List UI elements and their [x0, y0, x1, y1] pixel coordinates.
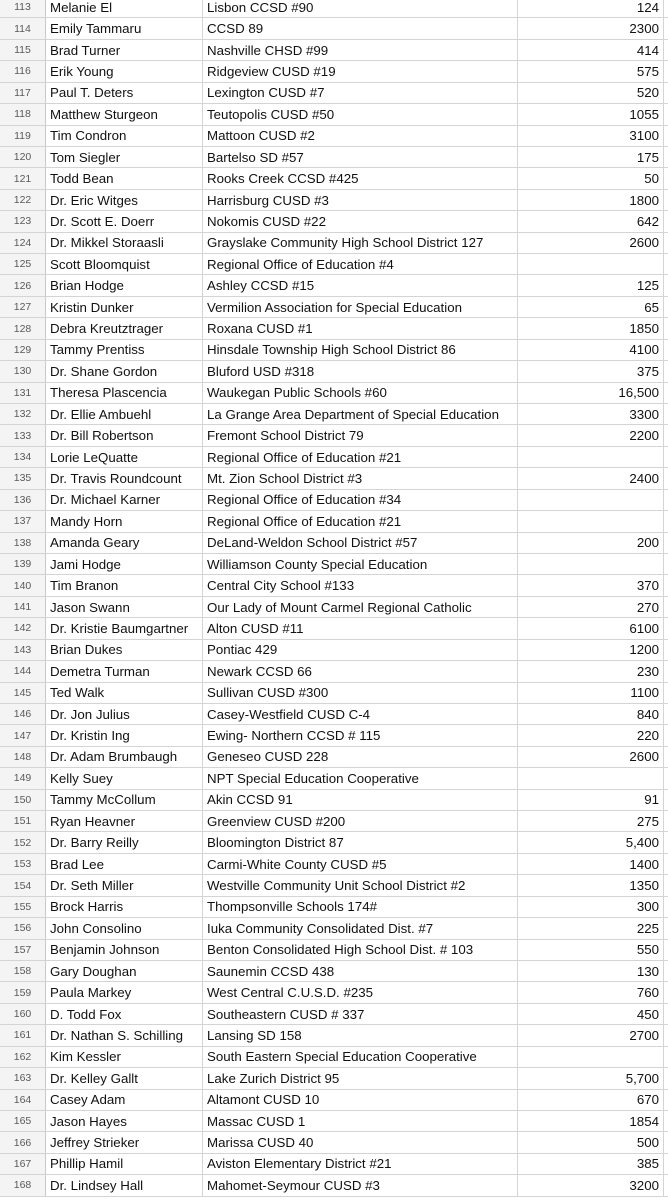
organization-cell[interactable]: Central City School #133 — [203, 575, 518, 595]
table-row — [0, 661, 668, 682]
name-cell[interactable]: Brian Hodge — [46, 275, 203, 295]
count-cell[interactable]: 5,700 — [518, 1068, 664, 1088]
name-cell[interactable]: Dr. Kristin Ing — [46, 725, 203, 745]
count-cell[interactable]: 130 — [518, 961, 664, 981]
table-row — [0, 190, 668, 211]
organization-cell[interactable]: Ridgeview CUSD #19 — [203, 61, 518, 81]
table-row — [0, 533, 668, 554]
organization-cell[interactable]: La Grange Area Department of Special Education — [203, 404, 518, 424]
table-row — [0, 1068, 668, 1089]
name-cell[interactable]: Paul T. Deters — [46, 83, 203, 103]
name-cell[interactable]: Matthew Sturgeon — [46, 104, 203, 124]
name-cell[interactable]: Dr. Jon Julius — [46, 704, 203, 724]
organization-cell[interactable]: Nashville CHSD #99 — [203, 40, 518, 60]
name-cell[interactable]: Jason Swann — [46, 597, 203, 617]
name-cell[interactable]: Amanda Geary — [46, 533, 203, 553]
count-cell[interactable]: 1854 — [518, 1111, 664, 1131]
table-row — [0, 1175, 668, 1196]
organization-cell[interactable]: Alton CUSD #11 — [203, 618, 518, 638]
row-number-header[interactable]: 168 — [0, 1175, 46, 1195]
row-number-header[interactable]: 156 — [0, 918, 46, 938]
name-cell[interactable]: Brian Dukes — [46, 640, 203, 660]
name-cell[interactable]: Melanie El — [46, 0, 203, 17]
table-row — [0, 704, 668, 725]
table-row — [0, 425, 668, 446]
table-row — [0, 918, 668, 939]
count-cell[interactable]: 2600 — [518, 233, 664, 253]
count-cell[interactable]: 2700 — [518, 1025, 664, 1045]
row-number-header[interactable]: 138 — [0, 533, 46, 553]
table-row — [0, 832, 668, 853]
row-number-header[interactable]: 114 — [0, 18, 46, 38]
count-cell[interactable]: 414 — [518, 40, 664, 60]
row-number-header[interactable]: 160 — [0, 1004, 46, 1024]
name-cell[interactable]: Gary Doughan — [46, 961, 203, 981]
organization-cell[interactable]: Our Lady of Mount Carmel Regional Catholic — [203, 597, 518, 617]
table-row — [0, 275, 668, 296]
organization-cell[interactable]: NPT Special Education Cooperative — [203, 768, 518, 788]
organization-cell[interactable]: Regional Office of Education #4 — [203, 254, 518, 274]
organization-cell[interactable]: Massac CUSD 1 — [203, 1111, 518, 1131]
organization-cell[interactable]: Fremont School District 79 — [203, 425, 518, 445]
name-cell[interactable]: Dr. Michael Karner — [46, 490, 203, 510]
count-cell[interactable]: 385 — [518, 1154, 664, 1174]
table-row — [0, 511, 668, 532]
name-cell[interactable]: Demetra Turman — [46, 661, 203, 681]
row-number-header[interactable]: 150 — [0, 790, 46, 810]
row-number-header[interactable]: 162 — [0, 1047, 46, 1067]
table-row — [0, 618, 668, 639]
table-row — [0, 147, 668, 168]
name-cell[interactable]: Kelly Suey — [46, 768, 203, 788]
name-cell[interactable]: Dr. Mikkel Storaasli — [46, 233, 203, 253]
name-cell[interactable]: Lorie LeQuatte — [46, 447, 203, 467]
count-cell[interactable]: 220 — [518, 725, 664, 745]
organization-cell[interactable]: Hinsdale Township High School District 86 — [203, 340, 518, 360]
count-cell[interactable]: 520 — [518, 83, 664, 103]
count-cell[interactable]: 500 — [518, 1132, 664, 1152]
organization-cell[interactable]: Regional Office of Education #34 — [203, 490, 518, 510]
name-cell[interactable]: Tammy McCollum — [46, 790, 203, 810]
name-cell[interactable]: Paula Markey — [46, 982, 203, 1002]
organization-cell[interactable]: Rooks Creek CCSD #425 — [203, 168, 518, 188]
organization-cell[interactable]: Mattoon CUSD #2 — [203, 126, 518, 146]
name-cell[interactable]: Brad Turner — [46, 40, 203, 60]
organization-cell[interactable]: Lake Zurich District 95 — [203, 1068, 518, 1088]
count-cell[interactable]: 4100 — [518, 340, 664, 360]
organization-cell[interactable]: Williamson County Special Education — [203, 554, 518, 574]
row-number-header[interactable]: 120 — [0, 147, 46, 167]
count-cell[interactable]: 50 — [518, 168, 664, 188]
name-cell[interactable]: Ryan Heavner — [46, 811, 203, 831]
name-cell[interactable]: Dr. Travis Roundcount — [46, 468, 203, 488]
organization-cell[interactable]: Lisbon CCSD #90 — [203, 0, 518, 17]
name-cell[interactable]: Casey Adam — [46, 1090, 203, 1110]
row-number-header[interactable]: 116 — [0, 61, 46, 81]
count-cell[interactable]: 200 — [518, 533, 664, 553]
name-cell[interactable]: Dr. Kristie Baumgartner — [46, 618, 203, 638]
count-cell[interactable]: 1400 — [518, 854, 664, 874]
table-row — [0, 875, 668, 896]
organization-cell[interactable]: Roxana CUSD #1 — [203, 318, 518, 338]
table-row — [0, 982, 668, 1003]
table-row — [0, 0, 668, 18]
name-cell[interactable]: Tim Branon — [46, 575, 203, 595]
table-row — [0, 168, 668, 189]
organization-cell[interactable]: Bluford USD #318 — [203, 361, 518, 381]
count-cell[interactable]: 300 — [518, 897, 664, 917]
count-cell[interactable] — [518, 768, 664, 788]
organization-cell[interactable]: Mahomet-Seymour CUSD #3 — [203, 1175, 518, 1195]
count-cell[interactable]: 375 — [518, 361, 664, 381]
table-row — [0, 1154, 668, 1175]
count-cell[interactable]: 1100 — [518, 683, 664, 703]
name-cell[interactable]: Scott Bloomquist — [46, 254, 203, 274]
row-number-header[interactable]: 166 — [0, 1132, 46, 1152]
count-cell[interactable]: 670 — [518, 1090, 664, 1110]
row-number-header[interactable]: 161 — [0, 1025, 46, 1045]
organization-cell[interactable]: Ewing- Northern CCSD # 115 — [203, 725, 518, 745]
row-number-header[interactable]: 151 — [0, 811, 46, 831]
name-cell[interactable]: Dr. Lindsey Hall — [46, 1175, 203, 1195]
table-row — [0, 297, 668, 318]
row-number-header[interactable]: 113 — [0, 0, 46, 17]
organization-cell[interactable]: Aviston Elementary District #21 — [203, 1154, 518, 1174]
row-number-header[interactable]: 139 — [0, 554, 46, 574]
row-number-header[interactable]: 123 — [0, 211, 46, 231]
count-cell[interactable] — [518, 254, 664, 274]
row-number-header[interactable]: 126 — [0, 275, 46, 295]
organization-cell[interactable]: Carmi-White County CUSD #5 — [203, 854, 518, 874]
row-number-header[interactable]: 132 — [0, 404, 46, 424]
name-cell[interactable]: Jason Hayes — [46, 1111, 203, 1131]
organization-cell[interactable]: Westville Community Unit School District #2 — [203, 875, 518, 895]
row-number-header[interactable]: 125 — [0, 254, 46, 274]
name-cell[interactable]: Emily Tammaru — [46, 18, 203, 38]
count-cell[interactable]: 370 — [518, 575, 664, 595]
row-number-header[interactable]: 135 — [0, 468, 46, 488]
organization-cell[interactable]: Waukegan Public Schools #60 — [203, 383, 518, 403]
organization-cell[interactable]: Marissa CUSD 40 — [203, 1132, 518, 1152]
row-number-header[interactable]: 117 — [0, 83, 46, 103]
row-number-header[interactable]: 121 — [0, 168, 46, 188]
count-cell[interactable]: 6100 — [518, 618, 664, 638]
name-cell[interactable]: Dr. Seth Miller — [46, 875, 203, 895]
row-number-header[interactable]: 142 — [0, 618, 46, 638]
table-row — [0, 940, 668, 961]
organization-cell[interactable]: Sullivan CUSD #300 — [203, 683, 518, 703]
name-cell[interactable]: Dr. Shane Gordon — [46, 361, 203, 381]
organization-cell[interactable]: Bartelso SD #57 — [203, 147, 518, 167]
table-row — [0, 211, 668, 232]
row-number-header[interactable]: 124 — [0, 233, 46, 253]
row-number-header[interactable]: 131 — [0, 383, 46, 403]
row-number-header[interactable]: 159 — [0, 982, 46, 1002]
organization-cell[interactable]: Ashley CCSD #15 — [203, 275, 518, 295]
count-cell[interactable]: 1055 — [518, 104, 664, 124]
name-cell[interactable]: Dr. Bill Robertson — [46, 425, 203, 445]
count-cell[interactable]: 124 — [518, 0, 664, 17]
row-number-header[interactable]: 127 — [0, 297, 46, 317]
table-row — [0, 61, 668, 82]
count-cell[interactable]: 16,500 — [518, 383, 664, 403]
row-number-header[interactable]: 145 — [0, 683, 46, 703]
count-cell[interactable]: 3300 — [518, 404, 664, 424]
organization-cell[interactable]: Harrisburg CUSD #3 — [203, 190, 518, 210]
organization-cell[interactable]: Nokomis CUSD #22 — [203, 211, 518, 231]
table-row — [0, 1090, 668, 1111]
name-cell[interactable]: Jami Hodge — [46, 554, 203, 574]
table-row — [0, 104, 668, 125]
count-cell[interactable]: 65 — [518, 297, 664, 317]
count-cell[interactable] — [518, 447, 664, 467]
organization-cell[interactable]: West Central C.U.S.D. #235 — [203, 982, 518, 1002]
table-row — [0, 747, 668, 768]
row-number-header[interactable]: 153 — [0, 854, 46, 874]
table-row — [0, 897, 668, 918]
organization-cell[interactable]: Regional Office of Education #21 — [203, 447, 518, 467]
name-cell[interactable]: Dr. Ellie Ambuehl — [46, 404, 203, 424]
organization-cell[interactable]: Newark CCSD 66 — [203, 661, 518, 681]
row-number-header[interactable]: 137 — [0, 511, 46, 531]
table-row — [0, 725, 668, 746]
name-cell[interactable]: Jeffrey Strieker — [46, 1132, 203, 1152]
row-number-header[interactable]: 134 — [0, 447, 46, 467]
name-cell[interactable]: Kristin Dunker — [46, 297, 203, 317]
name-cell[interactable]: Dr. Adam Brumbaugh — [46, 747, 203, 767]
name-cell[interactable]: Tim Condron — [46, 126, 203, 146]
count-cell[interactable]: 575 — [518, 61, 664, 81]
organization-cell[interactable]: Bloomington District 87 — [203, 832, 518, 852]
name-cell[interactable]: Dr. Barry Reilly — [46, 832, 203, 852]
organization-cell[interactable]: Saunemin CCSD 438 — [203, 961, 518, 981]
organization-cell[interactable]: Casey-Westfield CUSD C-4 — [203, 704, 518, 724]
row-number-header[interactable]: 148 — [0, 747, 46, 767]
row-number-header[interactable]: 144 — [0, 661, 46, 681]
table-row — [0, 1025, 668, 1046]
row-number-header[interactable]: 146 — [0, 704, 46, 724]
name-cell[interactable]: D. Todd Fox — [46, 1004, 203, 1024]
count-cell[interactable]: 230 — [518, 661, 664, 681]
row-number-header[interactable]: 118 — [0, 104, 46, 124]
organization-cell[interactable]: Iuka Community Consolidated Dist. #7 — [203, 918, 518, 938]
table-row — [0, 575, 668, 596]
count-cell[interactable] — [518, 1047, 664, 1067]
table-row — [0, 640, 668, 661]
table-row — [0, 811, 668, 832]
table-row — [0, 961, 668, 982]
row-number-header[interactable]: 157 — [0, 940, 46, 960]
row-number-header[interactable]: 152 — [0, 832, 46, 852]
table-row — [0, 18, 668, 39]
row-number-header[interactable]: 167 — [0, 1154, 46, 1174]
table-row — [0, 490, 668, 511]
table-row — [0, 683, 668, 704]
count-cell[interactable]: 3100 — [518, 126, 664, 146]
row-number-header[interactable]: 140 — [0, 575, 46, 595]
table-row — [0, 340, 668, 361]
count-cell[interactable]: 840 — [518, 704, 664, 724]
organization-cell[interactable]: Lansing SD 158 — [203, 1025, 518, 1045]
table-row — [0, 1132, 668, 1153]
table-row — [0, 383, 668, 404]
organization-cell[interactable]: Mt. Zion School District #3 — [203, 468, 518, 488]
name-cell[interactable]: Dr. Scott E. Doerr — [46, 211, 203, 231]
count-cell[interactable]: 5,400 — [518, 832, 664, 852]
count-cell[interactable]: 175 — [518, 147, 664, 167]
name-cell[interactable]: Todd Bean — [46, 168, 203, 188]
row-number-header[interactable]: 141 — [0, 597, 46, 617]
count-cell[interactable]: 225 — [518, 918, 664, 938]
row-number-header[interactable]: 136 — [0, 490, 46, 510]
name-cell[interactable]: Brock Harris — [46, 897, 203, 917]
organization-cell[interactable]: Thompsonville Schools 174# — [203, 897, 518, 917]
table-row — [0, 447, 668, 468]
name-cell[interactable]: Phillip Hamil — [46, 1154, 203, 1174]
table-row — [0, 254, 668, 275]
count-cell[interactable] — [518, 511, 664, 531]
name-cell[interactable]: Ted Walk — [46, 683, 203, 703]
count-cell[interactable]: 125 — [518, 275, 664, 295]
table-row — [0, 126, 668, 147]
organization-cell[interactable]: CCSD 89 — [203, 18, 518, 38]
name-cell[interactable]: Benjamin Johnson — [46, 940, 203, 960]
name-cell[interactable]: Kim Kessler — [46, 1047, 203, 1067]
count-cell[interactable]: 3200 — [518, 1175, 664, 1195]
name-cell[interactable]: Brad Lee — [46, 854, 203, 874]
count-cell[interactable]: 550 — [518, 940, 664, 960]
name-cell[interactable]: Debra Kreutztrager — [46, 318, 203, 338]
table-row — [0, 768, 668, 789]
organization-cell[interactable]: Regional Office of Education #21 — [203, 511, 518, 531]
organization-cell[interactable]: Pontiac 429 — [203, 640, 518, 660]
row-number-header[interactable]: 128 — [0, 318, 46, 338]
count-cell[interactable] — [518, 554, 664, 574]
name-cell[interactable]: Dr. Nathan S. Schilling — [46, 1025, 203, 1045]
organization-cell[interactable]: DeLand-Weldon School District #57 — [203, 533, 518, 553]
count-cell[interactable]: 642 — [518, 211, 664, 231]
table-row — [0, 1111, 668, 1132]
organization-cell[interactable]: Greenview CUSD #200 — [203, 811, 518, 831]
organization-cell[interactable]: Teutopolis CUSD #50 — [203, 104, 518, 124]
name-cell[interactable]: Dr. Eric Witges — [46, 190, 203, 210]
table-row — [0, 854, 668, 875]
table-row — [0, 1004, 668, 1025]
organization-cell[interactable]: Southeastern CUSD # 337 — [203, 1004, 518, 1024]
organization-cell[interactable]: Geneseo CUSD 228 — [203, 747, 518, 767]
count-cell[interactable]: 760 — [518, 982, 664, 1002]
count-cell[interactable] — [518, 490, 664, 510]
count-cell[interactable]: 1850 — [518, 318, 664, 338]
organization-cell[interactable]: Grayslake Community High School District 127 — [203, 233, 518, 253]
row-number-header[interactable]: 147 — [0, 725, 46, 745]
table-row — [0, 233, 668, 254]
name-cell[interactable]: Tammy Prentiss — [46, 340, 203, 360]
row-number-header[interactable]: 155 — [0, 897, 46, 917]
count-cell[interactable]: 275 — [518, 811, 664, 831]
row-number-header[interactable]: 130 — [0, 361, 46, 381]
row-number-header[interactable]: 154 — [0, 875, 46, 895]
count-cell[interactable]: 91 — [518, 790, 664, 810]
count-cell[interactable]: 270 — [518, 597, 664, 617]
count-cell[interactable]: 2200 — [518, 425, 664, 445]
table-row — [0, 597, 668, 618]
table-row — [0, 554, 668, 575]
row-number-header[interactable]: 163 — [0, 1068, 46, 1088]
row-number-header[interactable]: 115 — [0, 40, 46, 60]
count-cell[interactable]: 2300 — [518, 18, 664, 38]
organization-cell[interactable]: South Eastern Special Education Cooperative — [203, 1047, 518, 1067]
row-number-header[interactable]: 149 — [0, 768, 46, 788]
name-cell[interactable]: Mandy Horn — [46, 511, 203, 531]
count-cell[interactable]: 1200 — [518, 640, 664, 660]
row-number-header[interactable]: 165 — [0, 1111, 46, 1131]
organization-cell[interactable]: Vermilion Association for Special Education — [203, 297, 518, 317]
table-row — [0, 468, 668, 489]
row-number-header[interactable]: 133 — [0, 425, 46, 445]
table-row — [0, 318, 668, 339]
count-cell[interactable]: 2600 — [518, 747, 664, 767]
table-row — [0, 361, 668, 382]
organization-cell[interactable]: Lexington CUSD #7 — [203, 83, 518, 103]
row-number-header[interactable]: 119 — [0, 126, 46, 146]
organization-cell[interactable]: Akin CCSD 91 — [203, 790, 518, 810]
name-cell[interactable]: John Consolino — [46, 918, 203, 938]
name-cell[interactable]: Tom Siegler — [46, 147, 203, 167]
organization-cell[interactable]: Benton Consolidated High School Dist. # 103 — [203, 940, 518, 960]
row-number-header[interactable]: 129 — [0, 340, 46, 360]
table-row — [0, 83, 668, 104]
table-row — [0, 40, 668, 61]
organization-cell[interactable]: Altamont CUSD 10 — [203, 1090, 518, 1110]
table-row — [0, 1047, 668, 1068]
table-row — [0, 404, 668, 425]
row-number-header[interactable]: 143 — [0, 640, 46, 660]
table-row — [0, 790, 668, 811]
row-number-header[interactable]: 122 — [0, 190, 46, 210]
count-cell[interactable]: 1800 — [518, 190, 664, 210]
row-number-header[interactable]: 164 — [0, 1090, 46, 1110]
row-number-header[interactable]: 158 — [0, 961, 46, 981]
count-cell[interactable]: 450 — [518, 1004, 664, 1024]
count-cell[interactable]: 1350 — [518, 875, 664, 895]
name-cell[interactable]: Theresa Plascencia — [46, 383, 203, 403]
count-cell[interactable]: 2400 — [518, 468, 664, 488]
name-cell[interactable]: Erik Young — [46, 61, 203, 81]
name-cell[interactable]: Dr. Kelley Gallt — [46, 1068, 203, 1088]
